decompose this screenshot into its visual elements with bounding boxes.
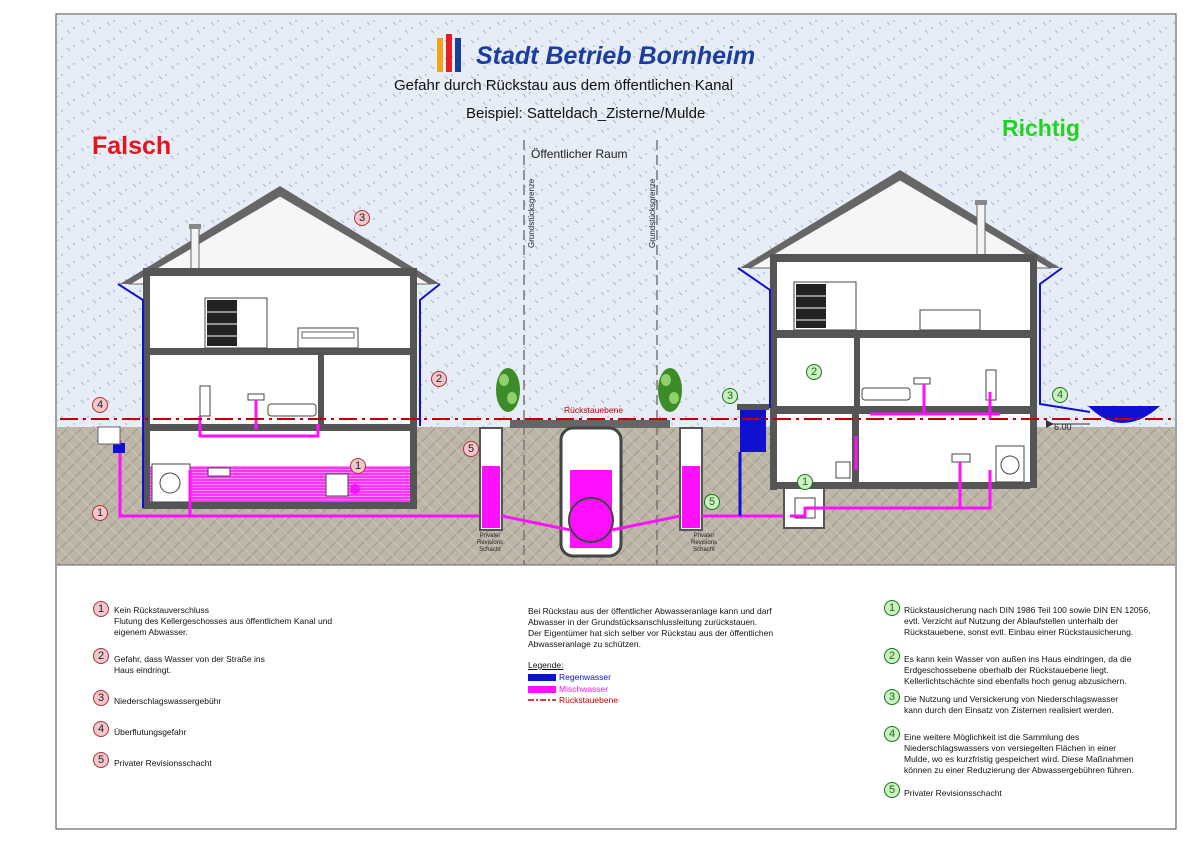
marker-left-3: 3 <box>354 210 370 226</box>
note-right-text-4: Eine weitere Möglichkeit ist die Sammlung des Niederschlagswassers von versiegelten Flächen in einer Mulde, wo es kurzfristig gespeichert wird. Diese Maßnahmen können zu einer Reduzierung der Abwassergebühren führen. <box>904 732 1134 775</box>
label-public-space: Öffentlicher Raum <box>531 147 628 161</box>
note-right-num-3: 3 <box>884 689 900 705</box>
brand-name: Stadt Betrieb Bornheim <box>476 42 756 70</box>
marker-left-4: 4 <box>92 397 108 413</box>
shaft-label-right: Privater Revisions Schacht <box>690 533 717 553</box>
note-right-num-1: 1 <box>884 600 900 616</box>
note-left-num-2: 2 <box>93 648 109 664</box>
note-left-text-5: Privater Revisionsschacht <box>114 758 212 768</box>
note-left-text-1: Kein Rückstauverschluss Flutung des Kellergeschosses aus öffentlichem Kanal und eigenem Abwasser. <box>114 605 333 637</box>
legend-backflow-label: Rückstauebene <box>559 695 619 705</box>
marker-right-3: 3 <box>722 388 738 404</box>
note-right-text-3: Die Nutzung und Versickerung von Niederschlagswasser kann durch den Einsatz von Zisternen realisiert werden. <box>904 694 1119 715</box>
shaft-label-left: Privater Revisions Schacht <box>476 533 503 553</box>
marker-right-4: 4 <box>1052 387 1068 403</box>
marker-left-2: 2 <box>431 371 447 387</box>
note-left-num-5: 5 <box>93 752 109 768</box>
marker-left-5: 5 <box>463 441 479 457</box>
note-left-text-3: Niederschlagswassergebühr <box>114 696 222 706</box>
note-right-num-2: 2 <box>884 648 900 664</box>
brand-logo <box>437 34 461 72</box>
legend-mixed-label: Mischwasser <box>559 684 609 694</box>
note-left-num-1: 1 <box>93 601 109 617</box>
label-richtig: Richtig <box>1002 115 1080 141</box>
legend-rain-label: Regenwasser <box>559 672 611 682</box>
notes-center-text: Bei Rückstau aus der öffentlicher Abwasseranlage kann und darf Abwasser in der Grundstücksanschlussleitung zurückstauen. Der Eigentümer hat sich selber vor Rückstau aus der öffentlichen Abwasseranlage zu schützen. <box>528 606 774 649</box>
note-right-text-5: Privater Revisionsschacht <box>904 788 1002 798</box>
note-right-text-1: Rückstausicherung nach DIN 1986 Teil 100 sowie DIN EN 12056, evtl. Verzicht auf Nutzung der Ablaufstellen unterhalb der Rückstauebene, sonst evtl. Einbau einer Rückstausicherung. <box>904 605 1151 637</box>
label-falsch: Falsch <box>92 132 172 160</box>
note-left-text-4: Überflutungsgefahr <box>114 727 187 737</box>
page-title: Gefahr durch Rückstau aus dem öffentlichen Kanal <box>394 77 734 94</box>
legend-mixed-swatch <box>528 686 556 693</box>
marker-right-2: 2 <box>806 364 822 380</box>
label-property-line-left: Grundstücksgrenze <box>527 178 536 248</box>
marker-right-5: 5 <box>704 494 720 510</box>
note-right-num-4: 4 <box>884 726 900 742</box>
note-left-text-2: Gefahr, dass Wasser von der Straße ins Haus eindringt. <box>114 654 265 675</box>
note-right-num-5: 5 <box>884 782 900 798</box>
marker-left-1: 1 <box>92 505 108 521</box>
label-backflow-level: Rückstauebene <box>564 405 624 415</box>
note-right-text-2: Es kann kein Wasser von außen ins Haus eindringen, da die Erdgeschossebene oberhalb der Rückstauebene liegt. Kellerlichtschächte sind ebenfalls hoch genug abzusichern. <box>904 654 1132 686</box>
note-left-num-4: 4 <box>93 721 109 737</box>
legend-title: Legende: <box>528 660 564 670</box>
note-left-num-3: 3 <box>93 690 109 706</box>
label-measure: 6.00 <box>1054 422 1072 432</box>
label-property-line-right: Grundstücksgrenze <box>648 178 657 248</box>
page-subtitle: Beispiel: Satteldach_Zisterne/Mulde <box>466 105 706 122</box>
legend-rain-swatch <box>528 674 556 681</box>
marker-right-1: 1 <box>797 474 813 490</box>
marker-left-1b: 1 <box>350 458 366 474</box>
